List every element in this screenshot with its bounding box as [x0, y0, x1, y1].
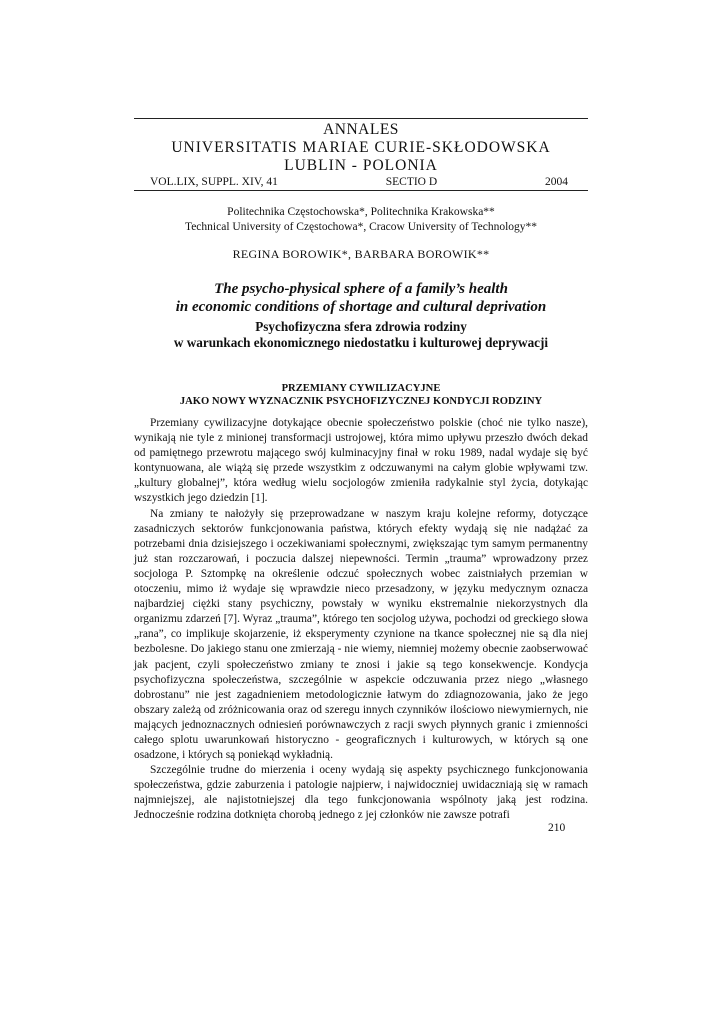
- affiliation-line-pl: Politechnika Częstochowska*, Politechnika Krakowska**: [227, 206, 495, 218]
- section-heading-line-1: PRZEMIANY CYWILIZACYJNE: [281, 383, 441, 394]
- title-polish-line-2: w warunkach ekonomicznego niedostatku i kulturowej deprywacji: [173, 335, 549, 350]
- title-english-line-2: in economic conditions of shortage and cultural deprivation: [175, 299, 547, 315]
- page-number: 210: [548, 822, 566, 834]
- affiliations: [134, 205, 588, 235]
- title-english: [134, 280, 588, 316]
- year-info: 2004: [545, 176, 568, 188]
- journal-city: LUBLIN - POLONIA: [284, 157, 438, 174]
- paragraph: Na zmiany te nałożyły się przeprowadzane w naszym kraju kolejne reformy, dotyczące zasadniczych sektorów funkcjonowania państwa, których efekty wydają się nie nadążać za potrzebami dnia dzisiejszego i oczekiwaniami społecznymi, zwiększając tym samym permanentny już stan rozczarowań, i poczucia dalszej niepewności. Termin „trauma” wprowadzony przez socjologa P. Sztompkę na określenie odczuć społecznych wobec zaistniałych przemian w otoczeniu, mimo iż wydaje się wprawdzie nieco przesadzony, w języku medycznym oznacza najbardziej ciężki stany psychiczny, powstały w wyniku ekstremalnie niekorzystnych dla organizmu zdarzeń [7]. Wyraz „trauma”, którego ten socjolog używa, pochodzi od greckiego słowa „rana”, co implikuje skojarzenie, iż eksperymenty czynione na tkance społecznej nie są dla niej bezbolesne. Do jakiego stanu one zmierzają - nie wiemy, niemniej możemy obecnie zaobserwować jak pacjent, czyli społeczeństwo zmiany te znosi i jakie są tego konsekwencje. Kondycja psychofizyczna społeczeństwa, szczególnie w aspekcie odczuwania przez niego „własnego dobrostanu” nie jest zagadnieniem metodologicznie łatwym do zdiagnozowania, jako że jego obszary zależą od zróżnicowania oraz od szeregu innych czynników ilościowo niewymiernych, nie mających jednoznacznych odniesień porównawczych z racji swych płynnych granic i zmienności całego splotu uwarunkowań historyczno - geograficznych i kulturowych, w których są one osadzone, i których są poniekąd wykładnią.: [134, 507, 588, 762]
- title-polish-line-1: Psychofizyczna sfera zdrowia rodziny: [255, 319, 467, 334]
- affiliation-line-en: Technical University of Częstochowa*, Cracow University of Technology**: [184, 221, 538, 233]
- top-rule: [134, 118, 588, 119]
- page: [134, 118, 588, 824]
- volume-info: VOL.LIX, SUPPL. XIV, 41: [150, 176, 278, 188]
- title-english-line-1: The psycho-physical sphere of a family’s health: [214, 281, 508, 297]
- section-heading-line-2: JAKO NOWY WYZNACZNIK PSYCHOFIZYCZNEJ KONDYCJI RODZINY: [179, 396, 543, 407]
- paragraph: Szczególnie trudne do mierzenia i oceny wydają się aspekty psychicznego funkcjonowania społeczeństwa, gdzie zaburzenia i patologie najpierw, i najwidoczniej uwidaczniają się w ramach najmniejszej, ale najistotniejszej dla tego funkcjonowania wspólnoty jaką jest rodzina. Jednocześnie rodzina dotknięta chorobą jednego z jej członków nie zawsze potrafi: [134, 764, 588, 822]
- university-name: UNIVERSITATIS MARIAE CURIE-SKŁODOWSKA: [171, 139, 551, 156]
- body-text: [134, 416, 588, 824]
- authors: REGINA BOROWIK*, BARBARA BOROWIK**: [232, 247, 490, 261]
- journal-header: [134, 121, 588, 175]
- section-heading: [134, 382, 588, 408]
- journal-meta: [134, 175, 588, 190]
- title-polish: [134, 319, 588, 351]
- paragraph: Przemiany cywilizacyjne dotykające obecnie społeczeństwo polskie (choć nie tylko nasze), wynikają nie tyle z minionej transformacji ustrojowej, która mimo upływu przeszło dwóch dekad od pamiętnego przewrotu mającego swój kulminacyjny finał w roku 1989, nadal wydaje się być kontynuowana, ale wiążą się przede wszystkim z odczuwanymi na całym globie wpływami tzw. „kultury globalnej”, która według wielu socjologów zmieniła radykalnie styl życia, dotykając wszystkich jego dziedzin [1].: [134, 417, 588, 505]
- journal-name: ANNALES: [323, 121, 399, 138]
- section-info: SECTIO D: [385, 176, 438, 188]
- bottom-rule: [134, 190, 588, 191]
